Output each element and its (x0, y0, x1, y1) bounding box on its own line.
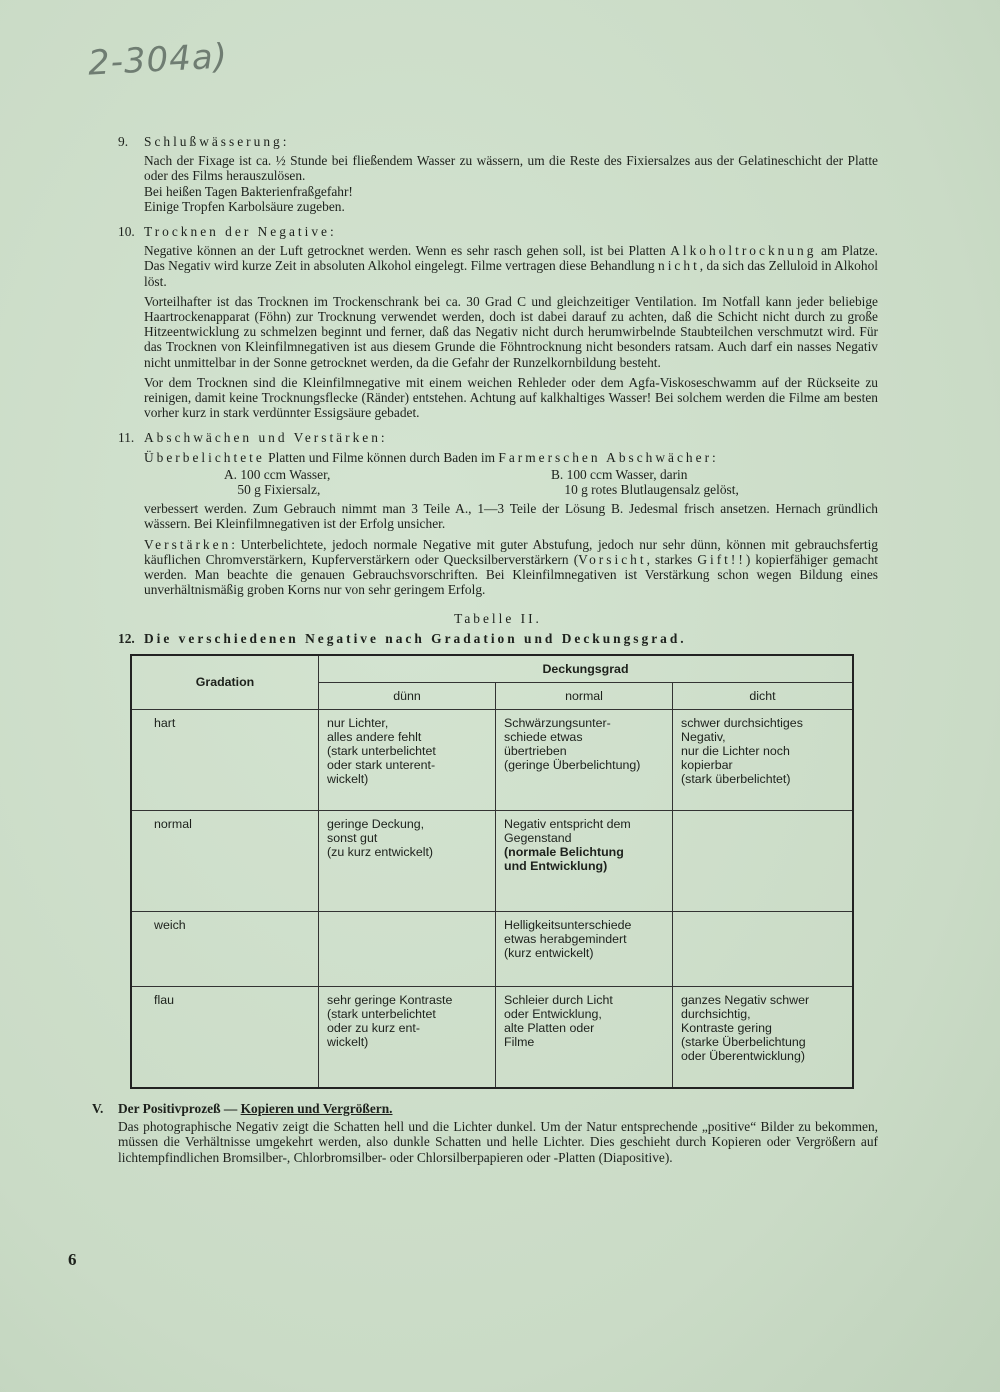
paragraph: Bei heißen Tagen Bakterienfraßgefahr! (144, 183, 353, 199)
table-cell: Helligkeitsunterschiede etwas herabgemindert (kurz entwickelt) (496, 911, 673, 986)
paragraph: Vor dem Trocknen sind die Kleinfilmnegative mit einem weichen Rehleder oder dem Agfa-Viskoseschwamm auf der Rückseite zu reinigen, damit keine Trocknungsflecke (Ränder) entstehen. Achtung auf kalkhaltiges Wasser! Bei solchem werden die Filme am besten vorher kurz in stark verdünnter Essigsäure gebadet. (144, 374, 878, 421)
paragraph (144, 537, 878, 598)
text-run: : Unterbelichtete, jedoch normale Negative mit guter Abstufung, jedoch nur sehr dünn, können mit gebrauchsfertig käuflichen Chromverstärkern, Kupferverstärkern oder Quecksilberverstärkern ( (144, 536, 878, 567)
cell-bold-note: (normale Belichtung und Entwicklung) (504, 844, 624, 873)
header-gradation: Gradation (131, 655, 319, 710)
spaced-term: Alkoholtrocknung (670, 243, 817, 259)
paragraph: Einige Tropfen Karbolsäure zugeben. (144, 198, 345, 214)
section-positivprozess (92, 1101, 878, 1165)
spaced-term: nicht (658, 258, 700, 274)
table-row (131, 986, 853, 1088)
paragraph: Vorteilhafter ist das Trocknen im Trockenschrank bei ca. 30 Grad C und gleichzeitiger Ventilation. Im Notfall kann jeder beliebige Haartrockenapparat (Föhn) zur Trocknung verwendet werden, doch ist dabei darauf zu achten, daß die Schicht nicht durch zu große Hitzeentwicklung zu schmelzen beginnt und ferner, daß das Negativ nicht durch herumwirbelnde Staubteilchen verschmutzt wird. Für das Trocknen von Kleinfilmnegativen ist aus diesem Grunde die Föhntrocknung nicht besonders ratsam. Auch darf ein nasses Negativ nicht unmittelbar in der Sonne getrocknet werden, da die Gefahr der Runzelkornbildung besteht. (144, 293, 878, 370)
table-cell (673, 911, 854, 986)
section-abschwaechen (118, 430, 878, 597)
section-heading: Der Positivprozeß — (118, 1100, 241, 1116)
header-deckungsgrad: Deckungsgrad (319, 655, 854, 683)
recipe-b: B. 100 ccm Wasser, darin 10 g rotes Blutlaugensalz gelöst, (551, 466, 739, 498)
text-run: am Platze. Das Negativ wird kurze Zeit in absoluten Alkohol eingelegt. Filme vertragen diese Behandlung (144, 243, 878, 274)
spaced-term: Farmerschen Abschwächer: (498, 449, 719, 465)
gradation-table (130, 654, 854, 1089)
table-cell: Schleier durch Licht oder Entwicklung, alte Platten oder Filme (496, 986, 673, 1088)
text-run: ) kopierfähiger gemacht werden. Man beachte die genauen Gebrauchsvorschriften. Bei Kleinfilmnegativen ist Verstärkung schon wegen Bildung eines unverhältnismäßig groben Korns nur von sehr geringem Erfolg. (144, 551, 878, 598)
paragraph: verbessert werden. Zum Gebrauch nimmt man 3 Teile A., 1—3 Teile der Lösung B. Jedesmal frisch ansetzen. Hernach gründlich wässern. Bei Kleinfilmnegativen ist der Erfolg unsicher. (144, 501, 878, 532)
table-caption: Tabelle II. (454, 611, 542, 627)
section-title (118, 224, 878, 239)
table-cell (319, 911, 496, 986)
table-cell: geringe Deckung, sonst gut (zu kurz entwickelt) (319, 810, 496, 911)
section-number: V. (92, 1100, 104, 1116)
page-content (92, 134, 878, 1165)
table-row (131, 911, 853, 986)
section-number: 9. (118, 134, 129, 149)
table-cell: Schwärzungsunter- schiede etwas übertrieben (geringe Überbelichtung) (496, 709, 673, 810)
table-cell: ganzes Negativ schwer durchsichtig, Kontraste gering (starke Überbelichtung oder Überentwicklung) (673, 986, 854, 1088)
table-cell: nur Lichter, alles andere fehlt (stark unterbelichtet oder stark unterent- wickelt) (319, 709, 496, 810)
table-cell: schwer durchsichtiges Negativ, nur die Lichter noch kopierbar (stark überbelichtet) (673, 709, 854, 810)
section-trocknen (118, 224, 878, 420)
spaced-term: Vorsicht (578, 551, 647, 567)
table-cell (496, 810, 673, 911)
table-row (131, 810, 853, 911)
section-title (92, 1101, 878, 1116)
text-run: , starkes (646, 551, 698, 567)
recipe-grid (144, 467, 878, 497)
section-heading: Abschwächen und Verstärken: (144, 430, 388, 446)
paragraph: Das photographische Negativ zeigt die Schatten hell und die Lichter dunkel. Um der Natur entsprechende „positive“ Bilder zu bekommen, müssen die Verhältnisse umgekehrt werden, also dunkle Schatten und helle Lichter. Dies geschieht durch Kopieren oder Vergrößern auf lichtempfindlichen Bromsilber-, Chlorbromsilber- oder Chlorsilberpapieren oder -Platten (Diapositive). (118, 1119, 878, 1165)
paragraph (144, 243, 878, 289)
spaced-term: Verstärken (144, 536, 232, 552)
table-cell: sehr geringe Kontraste (stark unterbelichtet oder zu kurz ent- wickelt) (319, 986, 496, 1088)
row-label: hart (131, 709, 319, 810)
section-heading-underlined: Kopieren und Vergrößern. (240, 1100, 393, 1116)
header-normal: normal (496, 682, 673, 709)
section-schlusswaesserung (118, 134, 878, 214)
section-number: 11. (118, 430, 135, 446)
text-run: , da sich das Zelluloid in Alkohol löst. (144, 258, 878, 289)
paragraph: Nach der Fixage ist ca. ½ Stunde bei fließendem Wasser zu wässern, um die Reste des Fixiersalzes aus der Gelatineschicht der Platte oder des Films herauszulösen. (144, 153, 878, 184)
section-heading: Schlußwässerung: (144, 134, 290, 149)
paragraph (144, 450, 878, 465)
recipe-a: A. 100 ccm Wasser, 50 g Fixiersalz, (224, 466, 331, 498)
table-header-row (131, 655, 853, 683)
spaced-term: Gift!! (697, 551, 746, 567)
section-title (118, 430, 878, 445)
header-duenn: dünn (319, 682, 496, 709)
table-row (131, 709, 853, 810)
table-heading (118, 631, 878, 646)
section-number: 12. (118, 630, 135, 646)
cell-text: Negativ entspricht dem Gegenstand (504, 816, 631, 845)
spaced-term: Überbelichtete (144, 449, 265, 465)
table-heading-text: Die verschiedenen Negative nach Gradation und Deckungsgrad. (144, 630, 687, 646)
row-label: normal (131, 810, 319, 911)
row-label: flau (131, 986, 319, 1088)
handwritten-annotation: 2-304a) (87, 36, 229, 84)
table-cell (673, 810, 854, 911)
section-body (118, 243, 878, 420)
section-heading: Trocknen der Negative: (144, 224, 337, 240)
section-title (118, 134, 878, 149)
section-number: 10. (118, 224, 135, 240)
section-body (118, 450, 878, 598)
section-body (118, 153, 878, 214)
row-label: weich (131, 911, 319, 986)
text-run: Platten und Filme können durch Baden im (264, 449, 499, 465)
header-dicht: dicht (673, 682, 854, 709)
text-run: Negative können an der Luft getrocknet werden. Wenn es sehr rasch gehen soll, ist bei Platten (144, 243, 671, 259)
page-number: 6 (68, 1250, 77, 1269)
